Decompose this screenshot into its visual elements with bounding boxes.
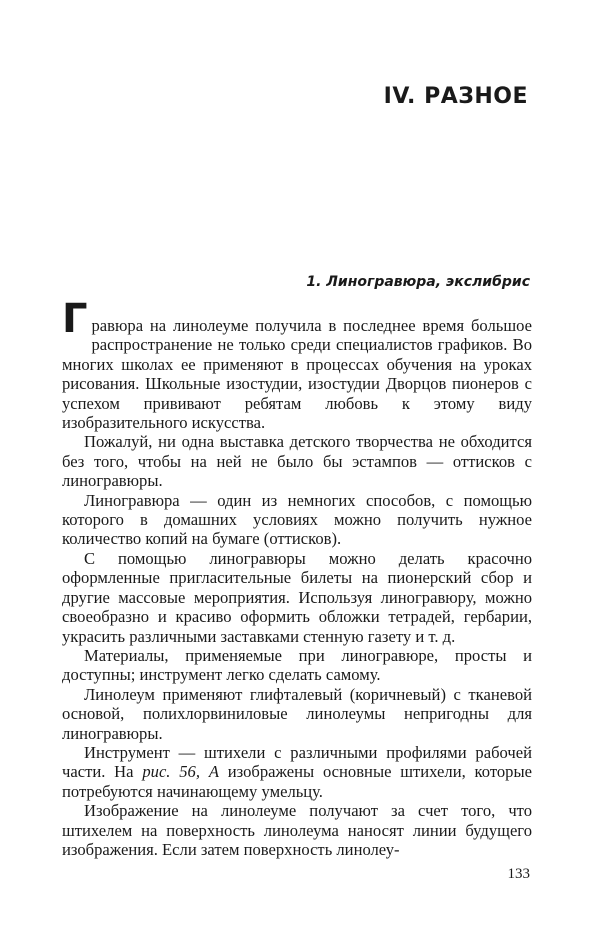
figure-reference: рис. 56, А bbox=[142, 762, 219, 782]
drop-cap: Г bbox=[62, 296, 88, 342]
paragraph-7-after: изображены основные штихели, которые потребуются начинающему умельцу. bbox=[62, 762, 532, 801]
paragraph-1-text: равюра на линолеуме получила в последнее время большое распространение не только среди специалистов графиков. Во многих школах ее применяют в процессах обучения на уроках рисования. Школьные изостудии, изостудии Дворцов пионеров с успехом прививают ребятам любовь к этому виду изобразительного искусства. bbox=[62, 316, 532, 433]
paragraph-8: Изображение на линолеуме получают за счет того, что штихелем на поверхность линолеума наносят линии будущего изображения. Если затем поверхность линолеу- bbox=[62, 801, 532, 859]
paragraph-2: Пожалуй, ни одна выставка детского творчества не обходится без того, чтобы на ней не было бы эстампов — оттисков с линогравюры. bbox=[62, 432, 532, 491]
paragraph-7 bbox=[62, 743, 532, 801]
section-title: 1. Линогравюра, экслибрис bbox=[306, 274, 530, 290]
paragraph-5: Материалы, применяемые при линогравюре, просты и доступны; инструмент легко сделать самому. bbox=[62, 645, 532, 685]
body-text bbox=[62, 296, 532, 859]
paragraph-7-before: Инструмент — штихели с различными профилями рабочей части. На bbox=[62, 742, 532, 782]
paragraph-3: Линогравюра — один из немногих способов, с помощью которого в домашних условиях можно получить нужное количество копий на бумаге (оттисков). bbox=[62, 490, 532, 549]
chapter-title: IV. РАЗНОЕ bbox=[383, 84, 528, 109]
paragraph-1 bbox=[62, 296, 532, 433]
paragraph-6: Линолеум применяют глифталевый (коричневый) с тканевой основой, полихлорвиниловые линолеумы непригодны для линогравюры. bbox=[62, 684, 532, 743]
page-number: 133 bbox=[507, 866, 530, 882]
paragraph-4: С помощью линогравюры можно делать красочно оформленные пригласительные билеты на пионерский сбор и другие массовые мероприятия. Используя линогравюру, можно своеобразно и красиво оформить обложки тетрадей, гербарии, украсить различными заставками стенную газету и т. д. bbox=[62, 548, 532, 646]
